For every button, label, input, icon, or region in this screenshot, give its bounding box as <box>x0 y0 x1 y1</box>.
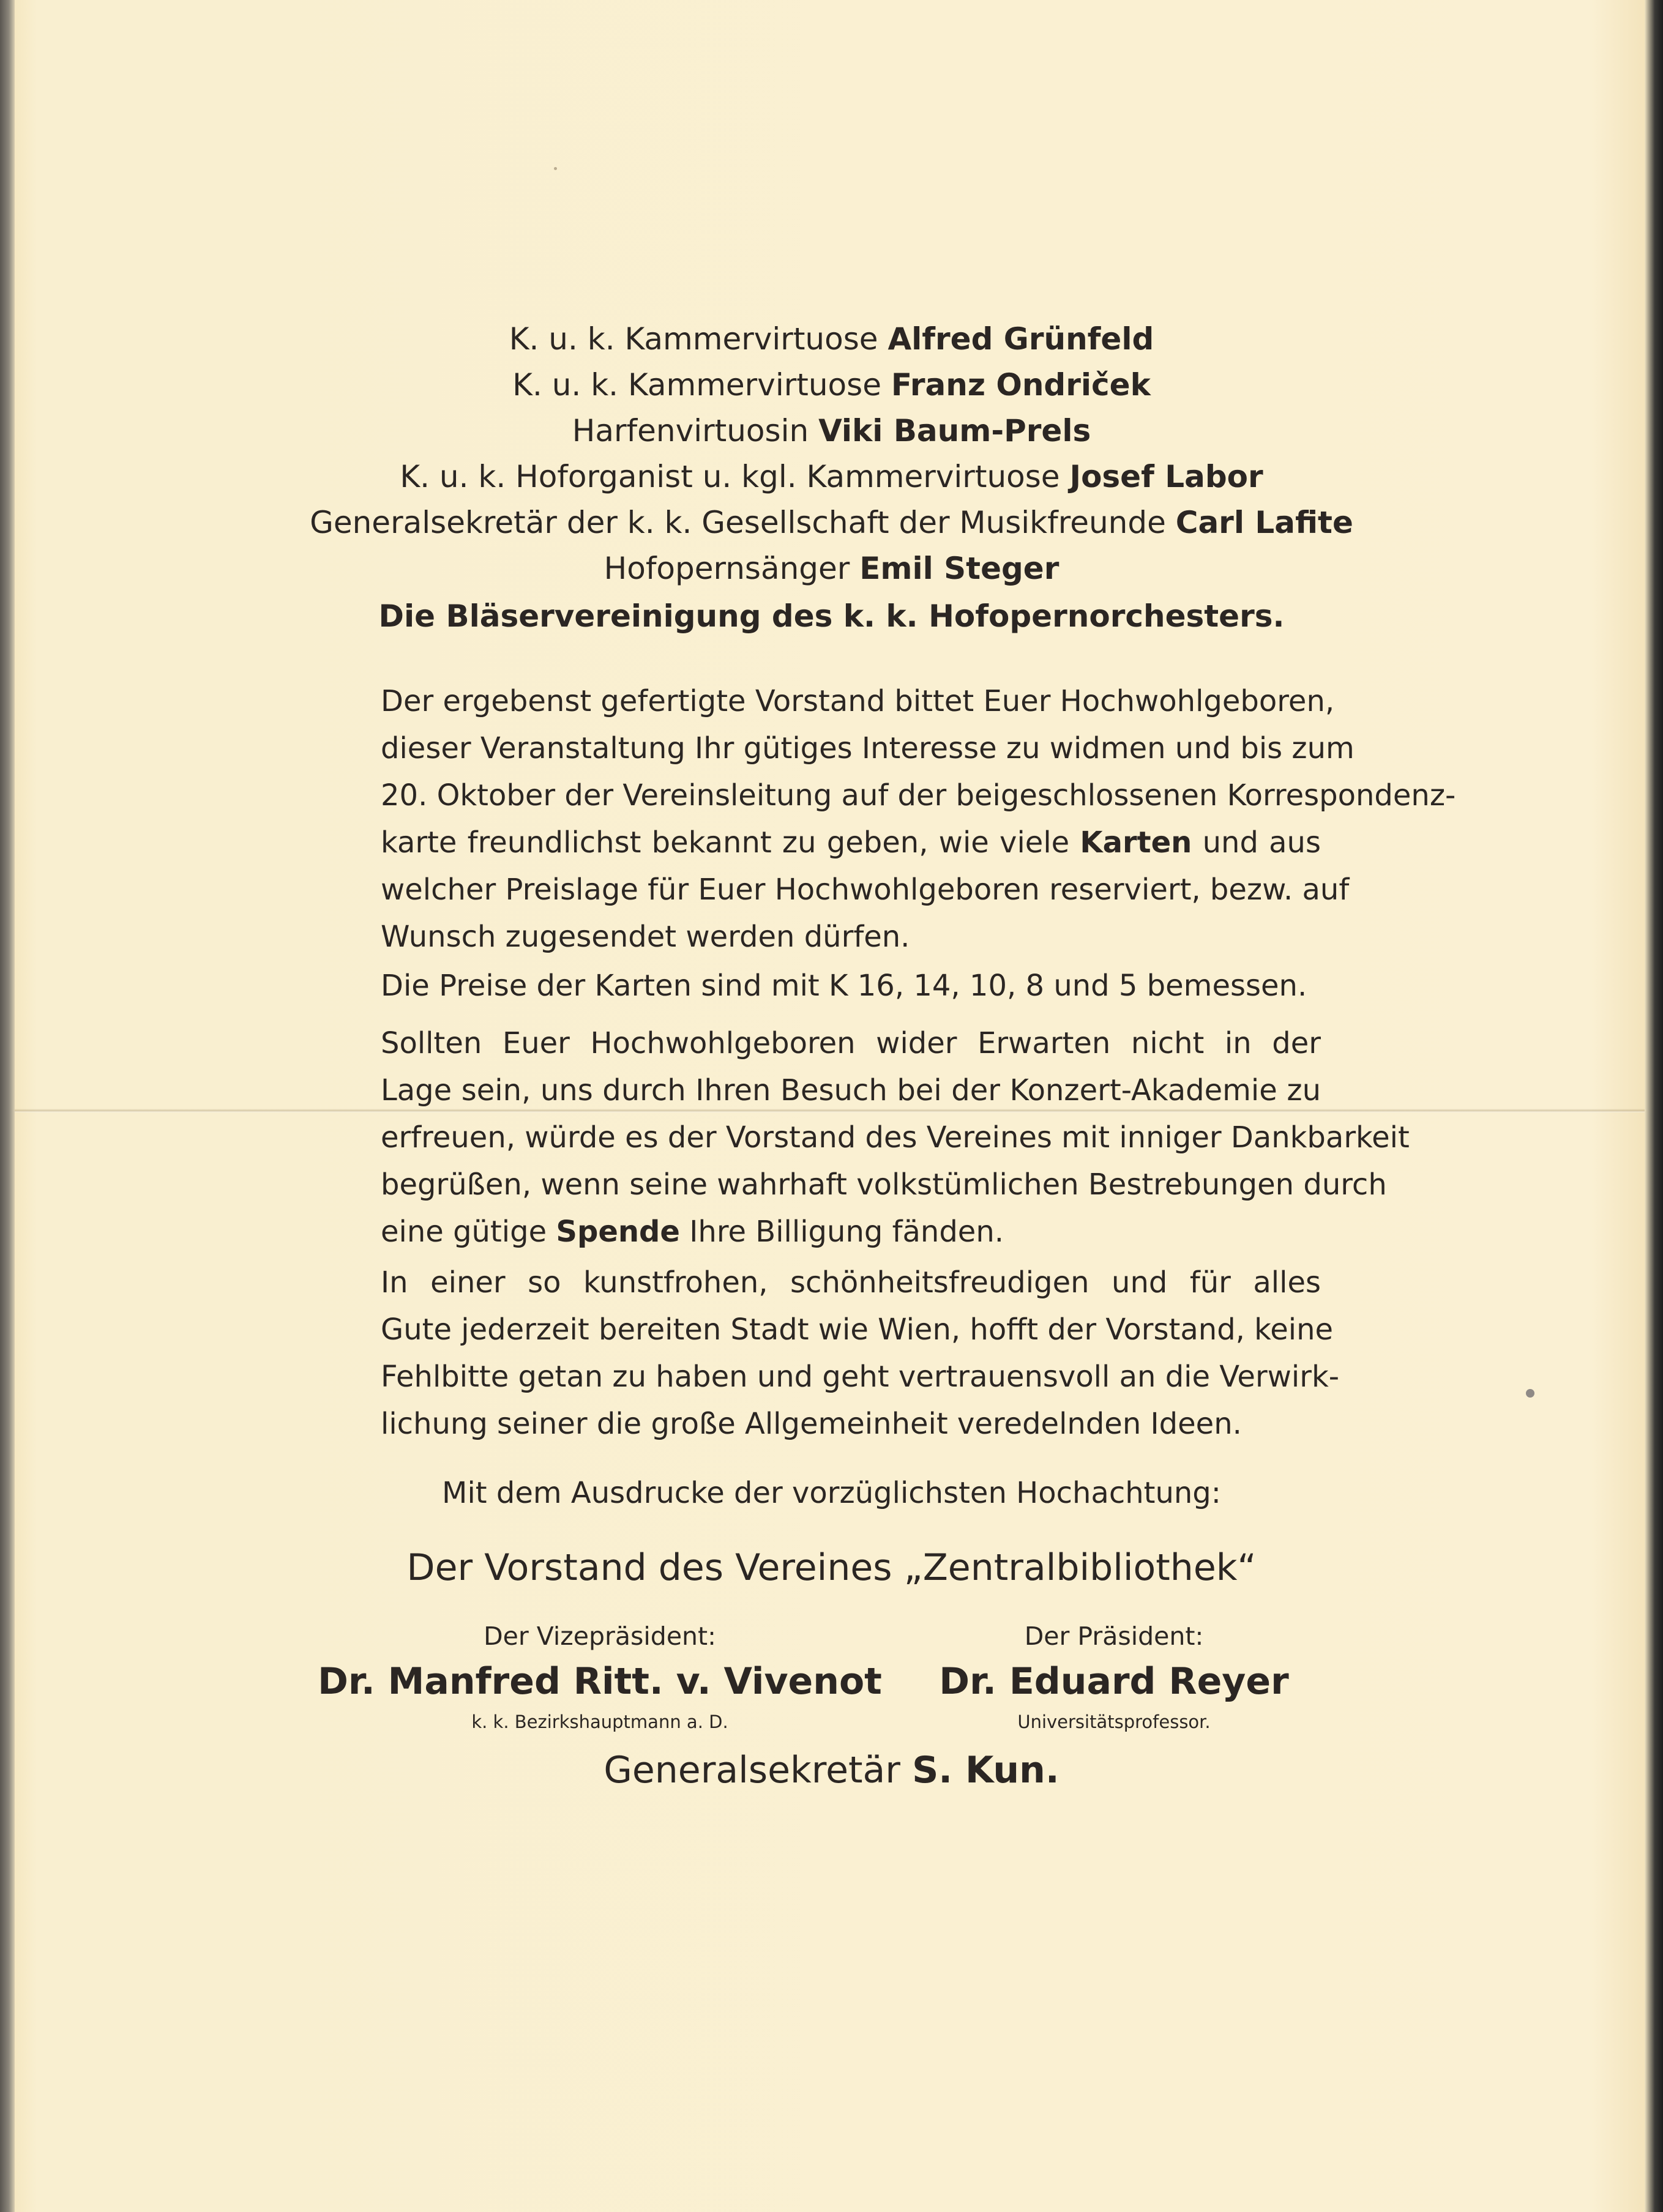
performer-name: Viki Baum-Prels <box>818 413 1091 449</box>
president-label: Der Präsident: <box>1024 1622 1204 1651</box>
bold-word: Karten <box>1080 825 1192 860</box>
paragraph-donation <box>381 1020 1410 1256</box>
performer-name: Franz Ondriček <box>891 367 1151 403</box>
text-line: Der ergebenst gefertigte Vorstand bittet Euer Hochwohlgeboren, <box>381 684 1335 718</box>
performer-line <box>0 505 1663 540</box>
pin-mark <box>554 167 557 170</box>
bold-word: Spende <box>556 1215 680 1249</box>
performer-role: Hofopernsänger <box>604 551 850 586</box>
greeting: Mit dem Ausdrucke der vorzüglichsten Hochachtung: <box>442 1476 1221 1510</box>
text-line: Gute jederzeit bereiten Stadt wie Wien, hofft der Vorstand, keine <box>381 1313 1334 1347</box>
general-secretary-label: Generalsekretär <box>604 1749 900 1792</box>
text-line: karte freundlichst bekannt zu geben, wie viele Karten und aus <box>381 825 1321 860</box>
board-heading: Der Vorstand des Vereines „Zentralbibliothek“ <box>406 1546 1257 1589</box>
text-line: Sollten Euer Hochwohlgeboren wider Erwarten nicht in der <box>381 1026 1321 1060</box>
paragraph-closing <box>381 1259 1340 1448</box>
general-secretary-name: S. Kun. <box>912 1749 1059 1792</box>
performer-line <box>0 413 1663 449</box>
performer-role: Harfenvirtuosin <box>572 413 809 449</box>
text-line: Lage sein, uns durch Ihren Besuch bei der Konzert-Akademie zu <box>381 1073 1321 1108</box>
text-line: Die Preise der Karten sind mit K 16, 14, 10, 8 und 5 bemessen. <box>381 969 1307 1003</box>
general-secretary <box>0 1749 1663 1792</box>
performer-line <box>0 321 1663 357</box>
text-line: Fehlbitte getan zu haben und geht vertrauensvoll an die Verwirk- <box>381 1360 1340 1394</box>
performer-role: Generalsekretär der k. k. Gesellschaft der Musikfreunde <box>310 505 1166 540</box>
vice-president-title: k. k. Bezirkshauptmann a. D. <box>471 1711 728 1732</box>
text-line: welcher Preislage für Euer Hochwohlgeboren reserviert, bezw. auf <box>381 873 1350 907</box>
performer-name: Emil Steger <box>859 551 1059 586</box>
president-name: Dr. Eduard Reyer <box>939 1660 1289 1703</box>
performer-name: Josef Labor <box>1069 459 1263 494</box>
text-line: 20. Oktober der Vereinsleitung auf der beigeschlossenen Korrespondenz- <box>381 778 1456 813</box>
text-line: Wunsch zugesendet werden dürfen. <box>381 920 910 954</box>
performer-line <box>0 459 1663 494</box>
text-line: lichung seiner die große Allgemeinheit veredelnden Ideen. <box>381 1407 1242 1441</box>
ensemble-line: Die Bläservereinigung des k. k. Hofopernorchesters. <box>378 598 1285 634</box>
performer-role: K. u. k. Kammervirtuose <box>512 367 881 403</box>
performer-line <box>0 367 1663 403</box>
performer-line <box>0 551 1663 586</box>
text-line: In einer so kunstfrohen, schönheitsfreudigen und für alles <box>381 1265 1321 1300</box>
paper-spot <box>1526 1389 1534 1398</box>
performer-role: K. u. k. Kammervirtuose <box>509 321 878 357</box>
vice-president-name: Dr. Manfred Ritt. v. Vivenot <box>318 1660 882 1703</box>
paragraph-request <box>381 678 1456 961</box>
paragraph-prices <box>381 963 1321 1010</box>
text-line: erfreuen, würde es der Vorstand des Vereines mit inniger Dankbarkeit <box>381 1120 1410 1155</box>
text-line: dieser Veranstaltung Ihr gütiges Interesse zu widmen und bis zum <box>381 731 1355 765</box>
performer-name: Carl Lafite <box>1175 505 1353 540</box>
performer-role: K. u. k. Hoforganist u. kgl. Kammervirtuose <box>400 459 1060 494</box>
performer-name: Alfred Grünfeld <box>888 321 1154 357</box>
vice-president-label: Der Vizepräsident: <box>484 1622 716 1651</box>
president-title: Universitätsprofessor. <box>1017 1711 1211 1732</box>
text-line: begrüßen, wenn seine wahrhaft volkstümlichen Bestrebungen durch <box>381 1167 1387 1202</box>
text-line: eine gütige Spende Ihre Billigung fänden. <box>381 1215 1004 1249</box>
